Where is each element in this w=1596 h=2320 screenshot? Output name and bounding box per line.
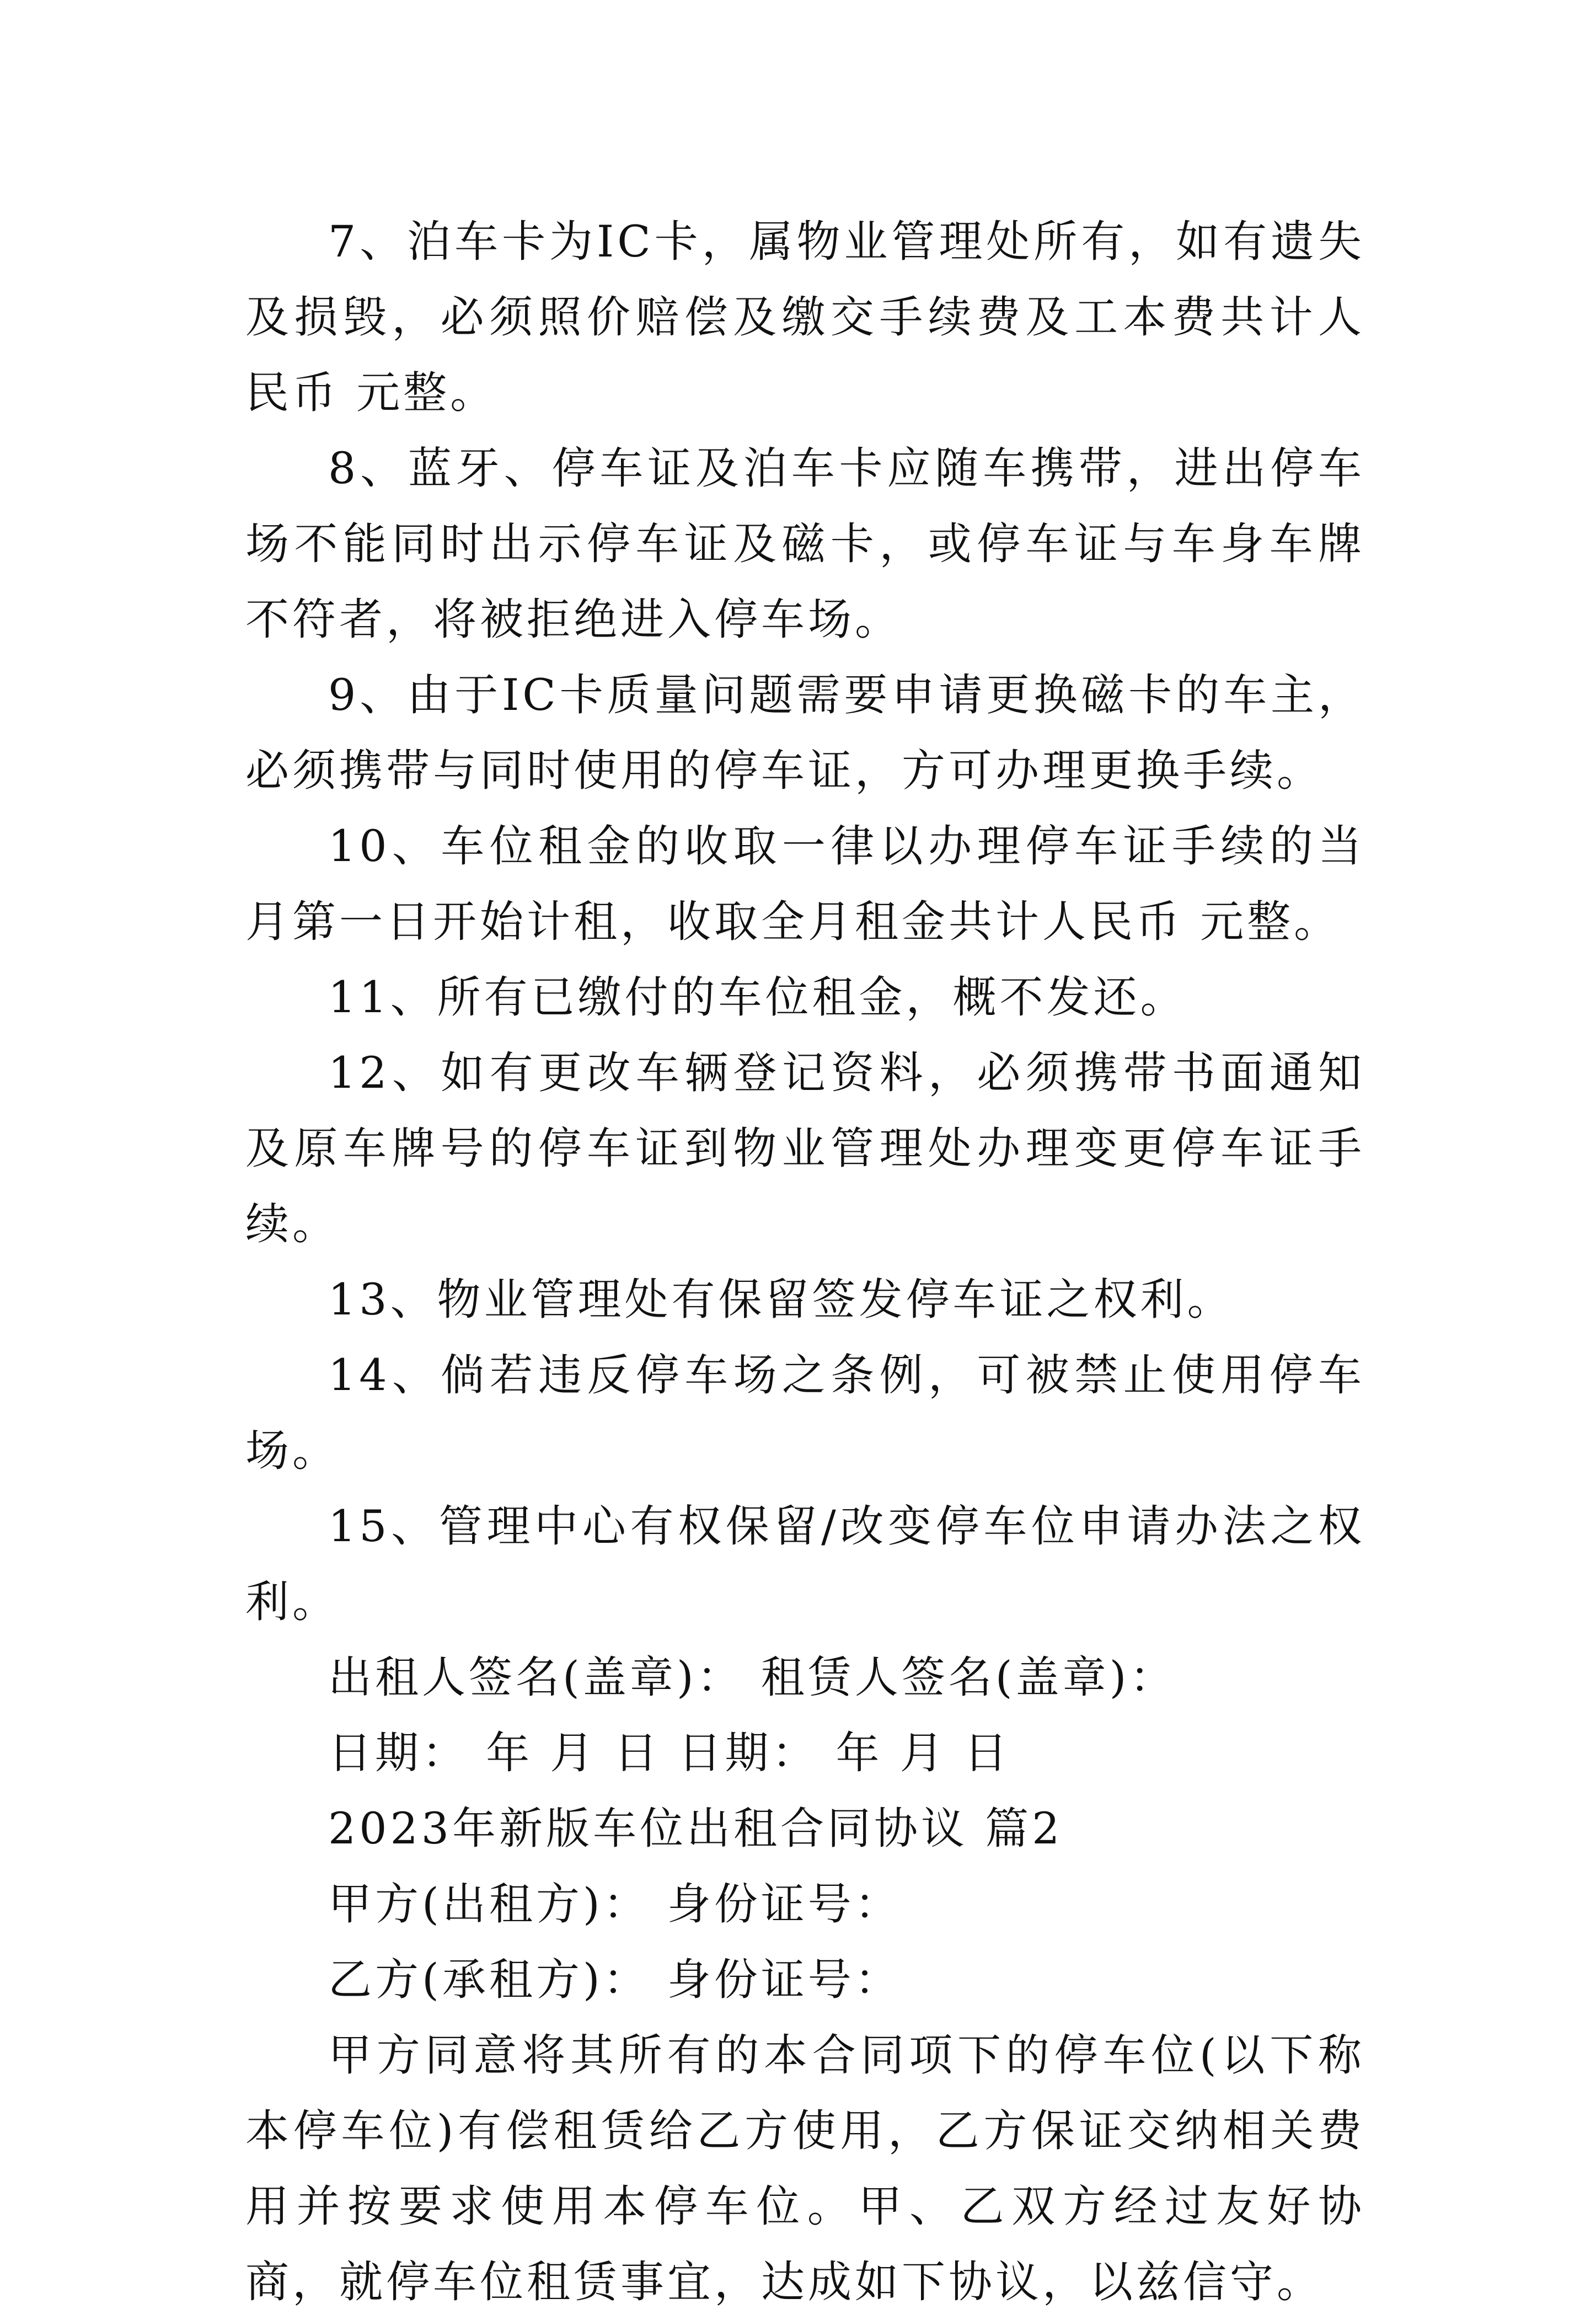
clause-13: 13、物业管理处有保留签发停车证之权利。 <box>328 1274 1234 1325</box>
document-body <box>245 204 1365 2320</box>
clause-7: 7、泊车卡为IC卡，属物业管理处所有，如有遗失及损毁，必须照价赔偿及缴交手续费及工本费共计人民币 元整。 <box>245 216 1365 418</box>
clause-15: 15、管理中心有权保留/改变停车位申请办法之权利。 <box>245 1501 1365 1627</box>
party-b-line: 乙方(承租方)： 身份证号： <box>328 1954 902 2005</box>
clause-9: 9、由于IC卡质量问题需要申请更换磁卡的车主，必须携带与同时使用的停车证，方可办理更换手续。 <box>245 670 1365 796</box>
clause-11: 11、所有已缴付的车位租金，概不发还。 <box>328 972 1187 1023</box>
clause-8: 8、蓝牙、停车证及泊车卡应随车携带，进出停车场不能同时出示停车证及磁卡，或停车证与车身车牌不符者，将被拒绝进入停车场。 <box>245 443 1365 645</box>
clause-10: 10、车位租金的收取一律以办理停车证手续的当月第一日开始计租，收取全月租金共计人民币 元整。 <box>245 821 1365 947</box>
intro-paragraph: 甲方同意将其所有的本合同项下的停车位(以下称本停车位)有偿租赁给乙方使用，乙方保证交纳相关费用并按要求使用本停车位。甲、乙双方经过友好协商，就停车位租赁事宜，达成如下协议，以兹信守。 <box>245 2030 1365 2307</box>
clause-14: 14、倘若违反停车场之条例，可被禁止使用停车场。 <box>245 1350 1365 1476</box>
section-title: 2023年新版车位出租合同协议 篇2 <box>328 1803 1063 1854</box>
clause-12: 12、如有更改车辆登记资料，必须携带书面通知及原车牌号的停车证到物业管理处办理变更停车证手续。 <box>245 1047 1365 1249</box>
signature-line: 出租人签名(盖章)： 租赁人签名(盖章)： <box>328 1652 1177 1703</box>
party-a-line: 甲方(出租方)： 身份证号： <box>328 1879 902 1929</box>
date-line: 日期： 年 月 日 日期： 年 月 日 <box>328 1728 1011 1778</box>
